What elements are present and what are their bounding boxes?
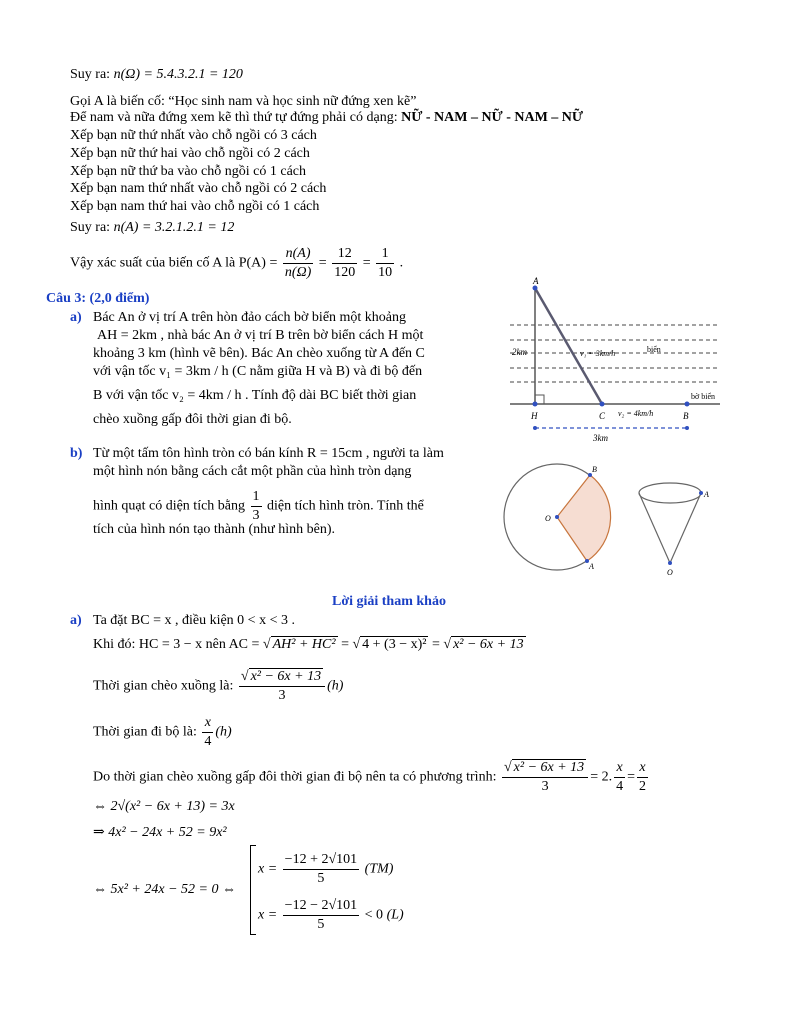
den: 2 <box>639 779 646 794</box>
a-line-4: với vận tốc v₁ = 3km / h (C nằm giữa H và B) và đi bộ đến <box>93 364 423 379</box>
fraction <box>614 759 625 796</box>
a-line-2: AH = 2km , nhà bác An ở vị trí B trên bờ biển cách H một <box>97 328 424 343</box>
fraction <box>283 851 359 888</box>
dimension-end <box>533 426 537 430</box>
solution-bracket <box>250 845 256 935</box>
a-line-1: Bác An ở vị trí A trên hòn đảo cách bờ biển một khoảng <box>93 310 407 325</box>
den: 10 <box>378 265 393 280</box>
text: Suy ra: <box>70 220 114 235</box>
label-b: B <box>683 411 689 421</box>
period: . <box>399 255 404 271</box>
den: 3 <box>278 688 286 703</box>
b-line-2: một hình nón bằng cách cắt một phần của hình tròn dạng <box>93 464 412 479</box>
label-a: A <box>533 276 539 286</box>
line-suy-ra-omega <box>70 66 243 84</box>
sector-cut <box>557 475 611 561</box>
sol-line-1: Ta đặt BC = x , điều kiện 0 < x < 3 . <box>93 613 295 628</box>
label-cone-o: O <box>667 568 673 577</box>
sol-line-4 <box>93 714 232 751</box>
label-hb: 3km <box>593 433 608 443</box>
line-xac-suat <box>70 245 403 282</box>
segment-ac <box>535 288 602 404</box>
den: 5 <box>317 917 325 932</box>
line-xep-5: Xếp bạn nam thứ hai vào chỗ ngồi có 1 cách <box>70 199 320 214</box>
text: Do thời gian chèo xuồng gấp đôi thời gian đi bộ nên ta có phương trình: <box>93 769 497 785</box>
sol-line-8: ⇔ 5x² + 24x − 52 = 0 ⇔ <box>93 882 236 897</box>
text: Để nam và nữa đứng xem kẽ thì thứ tự đứng phải có dạng: <box>70 110 402 125</box>
point-a <box>533 286 538 291</box>
tag: (TM) <box>364 861 394 877</box>
num: −12 − 2√101 <box>283 897 359 916</box>
a-line-3: khoảng 3 km (hình vẽ bên). Bác An chèo xuống từ A đến C <box>93 346 425 361</box>
fraction: $\frac{\text{√ x² − 6x + 13}}{3}$ <box>239 668 325 705</box>
math: n(A) = 3.2.1.2.1 = 12 <box>113 220 235 235</box>
text: x = <box>258 861 278 877</box>
sqrt-term: 4 + (3 − x)² <box>362 637 427 652</box>
den: n(Ω) <box>284 265 312 280</box>
sol-line-6: ⇔ 2√(x² − 6x + 13) = 3x <box>93 799 235 814</box>
root-2 <box>258 897 404 934</box>
cone-side <box>639 493 670 563</box>
line-xep-2: Xếp bạn nữ thứ hai vào chỗ ngồi có 2 cách <box>70 146 310 161</box>
den: 5 <box>317 871 325 886</box>
sol-line-2: Khi đó: HC = 3 − x nên AC = √ AH² + HC² = √ 4 + (3 − x)² = √ x² − 6x + 13 <box>93 637 524 652</box>
num: −12 + 2√101 <box>283 851 359 870</box>
eq: = <box>318 255 327 271</box>
text: diện tích hình tròn. Tính thể <box>267 498 424 514</box>
point-b <box>685 402 690 407</box>
sqrt-term: x² − 6x + 13 <box>453 637 524 652</box>
cone-point-a <box>699 491 703 495</box>
dimension-end <box>685 426 689 430</box>
fraction <box>283 897 359 934</box>
cone-base <box>639 483 701 503</box>
text: Vậy xác suất của biến cố A là P(A) = <box>70 255 281 271</box>
label-h: H <box>531 411 538 421</box>
part-a-label: a) <box>70 310 82 325</box>
num: 1 <box>251 488 262 507</box>
cone-apex <box>668 561 672 565</box>
label-a: A <box>589 562 594 571</box>
num: x <box>202 714 213 733</box>
label-v1: v₁ = 3km/h <box>580 349 616 358</box>
line-goi-a: Gọi A là biến cố: “Học sinh nam và học sinh nữ đứng xen kẽ” <box>70 94 417 109</box>
point-c <box>600 402 605 407</box>
line-suy-ra-a <box>70 219 234 237</box>
fraction <box>376 245 394 282</box>
cone-side <box>670 493 701 563</box>
num: n(A) <box>283 245 313 264</box>
eq: = <box>362 255 371 271</box>
line-xep-4: Xếp bạn nam thứ nhất vào chỗ ngồi có 2 cách <box>70 181 327 196</box>
text: Thời gian đi bộ là: <box>93 724 197 740</box>
num: x <box>637 759 648 778</box>
num: x² − 6x + 13 <box>250 669 322 684</box>
a-line-6: chèo xuồng gấp đôi thời gian đi bộ. <box>93 412 292 427</box>
den: 3 <box>541 779 549 794</box>
label-c: C <box>599 411 606 421</box>
fraction: $\frac{\text{√ x² − 6x + 13}}{3}$ <box>502 759 588 796</box>
part-b-label: b) <box>70 446 83 461</box>
tag: (L) <box>386 907 404 923</box>
solution-heading: Lời giải tham khảo <box>332 594 446 609</box>
sol-line-7: ⇒ 4x² − 24x + 52 = 9x² <box>93 825 227 840</box>
label-ah: 2km <box>512 347 527 357</box>
den: 3 <box>252 508 260 523</box>
label-o: O <box>545 514 551 523</box>
label-shore: bờ biển <box>691 392 716 401</box>
unit: (h) <box>327 678 344 694</box>
sol-line-5: Do thời gian chèo xuồng gấp đôi thời gian đi bộ nên ta có phương trình: $\frac{\text{√ x² − 6x + 13}}{3}$ = 2. $\frac{x}{4}$ = $\frac{x}{2}$ <box>93 760 646 794</box>
text: Suy ra: <box>70 67 114 82</box>
num: x <box>614 759 625 778</box>
b-line-4: tích của hình nón tạo thành (như hình bên). <box>93 522 336 537</box>
a-line-5: B với vận tốc v₂ = 4km / h . Tính độ dài BC biết thời gian <box>93 388 417 403</box>
text: Khi đó: HC = 3 − x nên AC = <box>93 637 260 652</box>
sol-line-3 <box>93 668 343 705</box>
math: n(Ω) = 5.4.3.2.1 = 120 <box>113 67 243 82</box>
line-dang <box>70 109 583 127</box>
label-sea: biển <box>647 345 661 354</box>
num: x² − 6x + 13 <box>513 760 585 775</box>
fraction <box>637 759 648 796</box>
den: 120 <box>334 265 356 280</box>
b-line-1: Từ một tấm tôn hình tròn có bán kính R = 15cm , người ta làm <box>93 446 444 461</box>
unit: (h) <box>215 724 232 740</box>
text: < 0 <box>364 907 384 923</box>
label-b: B <box>592 465 597 474</box>
figure-cone-diagram <box>500 460 730 580</box>
line-xep-3: Xếp bạn nữ thứ ba vào chỗ ngồi có 1 cách <box>70 164 306 179</box>
den: 4 <box>616 779 624 794</box>
fraction <box>332 245 357 282</box>
b-line-3 <box>93 488 424 525</box>
fraction <box>202 714 213 751</box>
sqrt-term: AH² + HC² <box>272 637 336 652</box>
fraction <box>251 488 262 525</box>
point-o <box>555 515 559 519</box>
den: 4 <box>204 734 212 749</box>
root-1 <box>258 851 393 888</box>
question-heading: Câu 3: (2,0 điểm) <box>46 291 150 306</box>
point-h <box>533 402 538 407</box>
text: Thời gian chèo xuồng là: <box>93 678 234 694</box>
pattern: NỮ - NAM – NỮ - NAM – NỮ <box>401 110 584 125</box>
num: 1 <box>376 245 394 264</box>
num: 12 <box>332 245 357 264</box>
line-xep-1: Xếp bạn nữ thứ nhất vào chỗ ngồi có 3 cách <box>70 128 317 143</box>
fraction <box>283 245 313 282</box>
figure-boat-diagram <box>505 270 730 445</box>
text: x = <box>258 907 278 923</box>
solution-a-label: a) <box>70 613 82 628</box>
label-cone-a: A <box>704 490 709 499</box>
text: hình quạt có diện tích bằng <box>93 498 246 514</box>
eq: = 2. <box>590 769 613 785</box>
label-v2: v₂ = 4km/h <box>618 409 654 418</box>
